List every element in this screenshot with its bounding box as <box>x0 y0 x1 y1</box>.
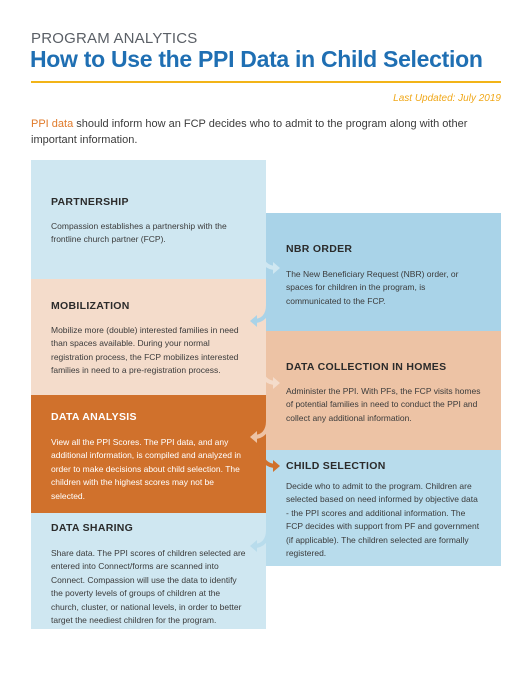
step-heading: NBR ORDER <box>286 243 353 255</box>
step-heading: CHILD SELECTION <box>286 460 386 472</box>
step-body: Administer the PPI. With PFs, the FCP visits homes of potential families in need to conduct the PPI and collect any additional information. <box>286 386 481 423</box>
step-data-sharing <box>31 513 266 629</box>
page-subtitle: PROGRAM ANALYTICS <box>31 30 198 47</box>
step-body: Mobilize more (double) interested families in need than spaces available. During your normal registration process, the FCP mobilizes interested families in need to a pre-registration process. <box>51 325 239 376</box>
step-body: Compassion establishes a partnership with the frontline church partner (FCP). <box>51 221 227 245</box>
step-child-selection <box>266 450 501 566</box>
step-body: The New Beneficiary Request (NBR) order, or spaces for children in the program, is communicated to the FCP. <box>286 269 459 306</box>
step-nbr-order <box>266 213 501 331</box>
step-body: Decide who to admit to the program. Children are selected based on need informed by objective data - the PPI scores and additional information. The FCP decides with support from PF and government (if applicable). The children selected are formally registered. <box>286 481 480 559</box>
step-body: Share data. The PPI scores of children selected are entered into Connect/forms are scanned into Connect. Compassion will use the data to identify the poverty levels of groups of children at the church, cluster, or national levels, in order to better target the neediest children for the program. <box>51 548 246 626</box>
step-partnership <box>31 160 266 279</box>
intro-paragraph <box>31 116 503 148</box>
flow-arrow-icon <box>258 364 284 390</box>
intro-text: should inform how an FCP decides who to admit to the program along with other important information. <box>31 118 468 146</box>
flow-arrow-icon <box>246 527 272 553</box>
step-data-collection <box>266 331 501 450</box>
step-heading: PARTNERSHIP <box>51 196 129 208</box>
step-mobilization <box>31 279 266 395</box>
step-data-analysis <box>31 395 266 513</box>
flow-arrow-icon <box>258 249 284 275</box>
step-heading: DATA SHARING <box>51 522 134 534</box>
flow-arrow-icon <box>246 418 272 444</box>
intro-highlight: PPI data <box>31 118 74 130</box>
last-updated: Last Updated: July 2019 <box>393 93 501 104</box>
step-heading: DATA ANALYSIS <box>51 411 137 423</box>
step-body: View all the PPI Scores. The PPI data, and any additional information, is compiled and analyzed in order to make decisions about child selection. The children with the highest scores may not be selected. <box>51 437 241 501</box>
flow-arrow-icon <box>258 447 284 473</box>
page-title: How to Use the PPI Data in Child Selection <box>30 46 483 72</box>
title-divider <box>31 81 501 83</box>
flow-arrow-icon <box>246 302 272 328</box>
step-heading: DATA COLLECTION IN HOMES <box>286 361 447 373</box>
step-heading: MOBILIZATION <box>51 300 130 312</box>
